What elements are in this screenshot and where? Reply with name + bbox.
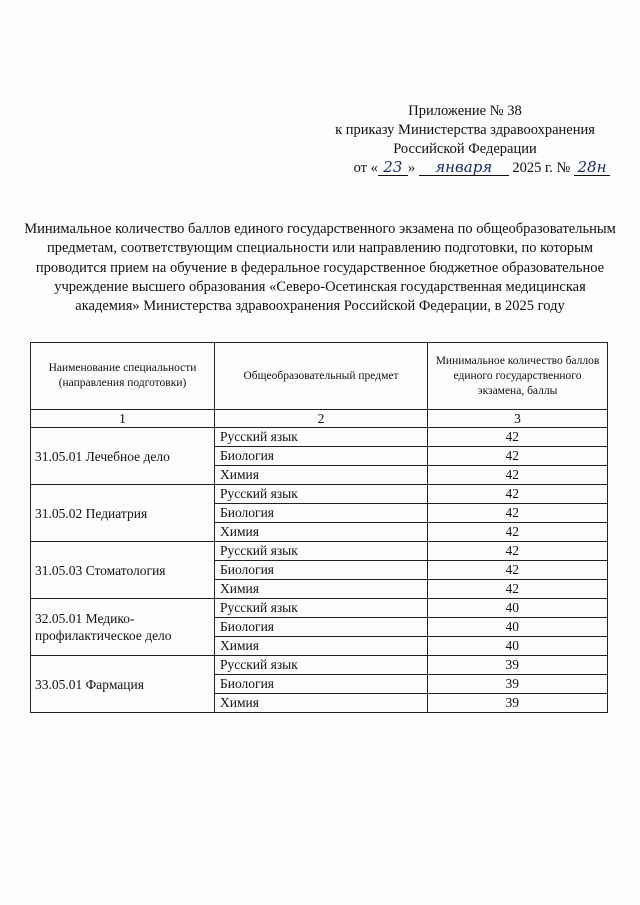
- table-row: [31, 428, 608, 447]
- subject-cell: Химия: [215, 466, 428, 485]
- header-specialty: Наименование специальности (направления подготовки): [31, 343, 215, 410]
- specialty-cell: 31.05.03 Стоматология: [31, 542, 215, 599]
- score-cell: 42: [428, 485, 608, 504]
- scores-table: [30, 342, 608, 713]
- score-cell: 40: [428, 618, 608, 637]
- table-body: [31, 428, 608, 713]
- subject-cell: Химия: [215, 580, 428, 599]
- date-quote-close: »: [407, 160, 416, 176]
- table-row: [31, 599, 608, 618]
- table-header-row: [31, 343, 608, 410]
- table-row: [31, 485, 608, 504]
- column-number: 1: [31, 410, 215, 428]
- header-subject: Общеобразовательный предмет: [215, 343, 428, 410]
- score-cell: 42: [428, 523, 608, 542]
- score-cell: 42: [428, 542, 608, 561]
- subject-cell: Биология: [215, 504, 428, 523]
- subject-cell: Биология: [215, 675, 428, 694]
- subject-cell: Химия: [215, 694, 428, 713]
- table-row: [31, 542, 608, 561]
- date-prefix: от «: [353, 160, 378, 176]
- federation-name: Российской Федерации: [393, 141, 537, 157]
- subject-cell: Русский язык: [215, 542, 428, 561]
- handwritten-day: 23: [378, 159, 408, 176]
- subject-cell: Русский язык: [215, 428, 428, 447]
- score-cell: 39: [428, 675, 608, 694]
- table-row: [31, 656, 608, 675]
- column-number-row: [31, 410, 608, 428]
- subject-cell: Русский язык: [215, 485, 428, 504]
- header-min-score: Минимальное количество баллов единого государственного экзамена, баллы: [428, 343, 608, 410]
- subject-cell: Русский язык: [215, 599, 428, 618]
- appendix-number: Приложение № 38: [408, 103, 522, 119]
- score-cell: 40: [428, 637, 608, 656]
- handwritten-month: января: [419, 159, 509, 176]
- score-cell: 42: [428, 580, 608, 599]
- score-cell: 39: [428, 694, 608, 713]
- specialty-cell: 31.05.01 Лечебное дело: [31, 428, 215, 485]
- specialty-cell: 31.05.02 Педиатрия: [31, 485, 215, 542]
- specialty-cell: 32.05.01 Медико-профилактическое дело: [31, 599, 215, 656]
- score-cell: 42: [428, 428, 608, 447]
- score-cell: 40: [428, 599, 608, 618]
- subject-cell: Биология: [215, 561, 428, 580]
- document-title: Минимальное количество баллов единого государственного экзамена по общеобразовательным предметам, соответствующим специальности или направлению подготовки, по которым проводится прием на обучение в федеральное государственное бюджетное образовательное учреждение высшего образования «Северо-Осетинская государственная медицинская академия» Министерства здравоохранения Российской Федерации, в 2025 году: [24, 221, 616, 315]
- subject-cell: Биология: [215, 447, 428, 466]
- score-cell: 42: [428, 466, 608, 485]
- subject-cell: Химия: [215, 523, 428, 542]
- subject-cell: Русский язык: [215, 656, 428, 675]
- appendix-header: [320, 102, 610, 178]
- column-number: 2: [215, 410, 428, 428]
- date-year: 2025 г. №: [512, 160, 571, 176]
- score-cell: 42: [428, 504, 608, 523]
- specialty-cell: 33.05.01 Фармация: [31, 656, 215, 713]
- column-number: 3: [428, 410, 608, 428]
- score-cell: 39: [428, 656, 608, 675]
- score-cell: 42: [428, 561, 608, 580]
- score-cell: 42: [428, 447, 608, 466]
- handwritten-order-number: 28н: [574, 159, 610, 176]
- subject-cell: Биология: [215, 618, 428, 637]
- order-reference: к приказу Министерства здравоохранения: [335, 122, 595, 138]
- subject-cell: Химия: [215, 637, 428, 656]
- order-date-line: [320, 159, 610, 178]
